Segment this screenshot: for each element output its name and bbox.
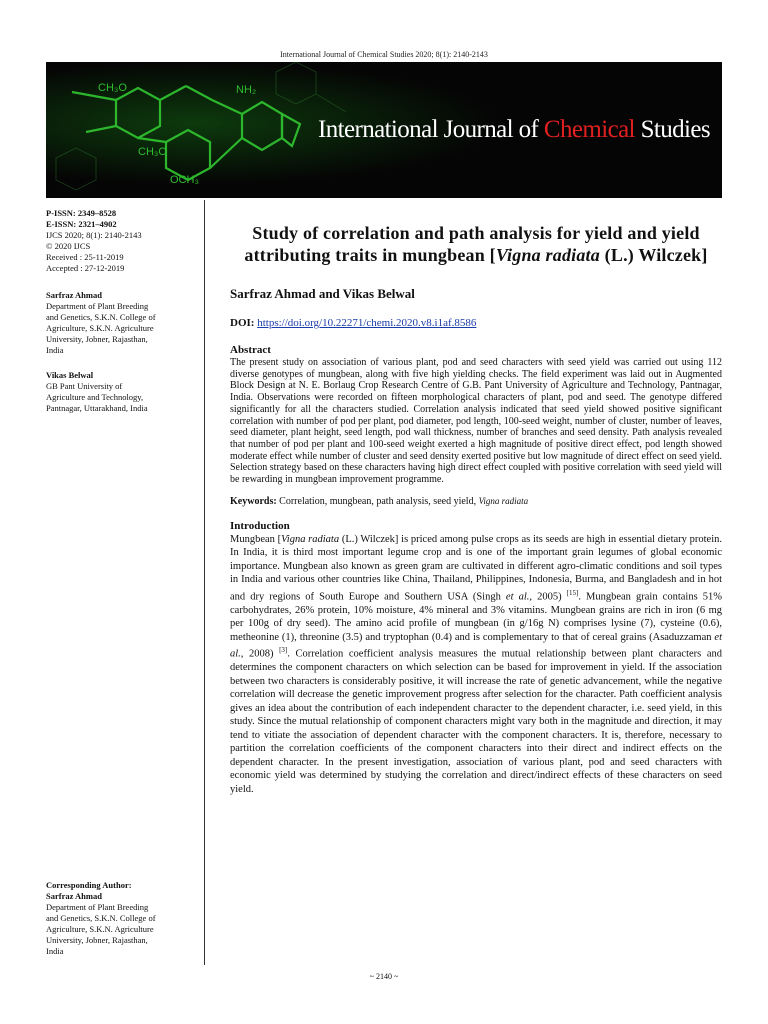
p-issn: P-ISSN: 2349–8528 [46, 208, 117, 218]
journal-title-accent: Chemical [543, 116, 635, 143]
citation-ref: [15] [566, 588, 579, 597]
corresponding-name: Sarfraz Ahmad [46, 891, 102, 901]
affiliation-line: Agriculture and Technology, [46, 392, 144, 402]
affiliation-line: and Genetics, S.K.N. College of [46, 312, 156, 322]
abstract-heading: Abstract [230, 344, 271, 356]
affiliation-line: Department of Plant Breeding [46, 301, 149, 311]
title-text-end: (L.) Wilczek] [599, 245, 708, 265]
intro-etal: et al. [230, 631, 722, 660]
introduction-heading: Introduction [230, 519, 290, 532]
running-head: International Journal of Chemical Studies 2020; 8(1): 2140-2143 [280, 50, 488, 59]
keywords-text: Correlation, mungbean, path analysis, seed yield, [276, 495, 479, 507]
column-divider [204, 200, 205, 965]
formula-label: CH₃O [98, 82, 127, 94]
e-issn: E-ISSN: 2321–4902 [46, 219, 117, 229]
formula-label: NH₂ [236, 84, 257, 96]
corresponding-label: Corresponding Author: [46, 880, 132, 890]
keywords-label: Keywords: [230, 495, 277, 507]
title-text: Study of correlation and path analysis for yield and yield attributing traits in mungbean [ [244, 223, 700, 265]
journal-title-prefix: International Journal of [318, 116, 544, 143]
abstract-text: The present study on association of various plant, pod and seed characters with seed yield was carried out using 112 diverse genotypes of mungbean, along with five high yielding checks. The field experiment was laid out in Augmented Block Design at N. E. Borlaug Crop Research Centre of G.B. Pant University of Agriculture and Technology, Pantnagar, India. Observations were recorded on fifteen morphological characters of plant, pod and seed. The genotype differed significantly for all the characters studied. Correlation analysis indicated that seed yield showed positive significant correlation with number of pod per plant, pod diameter, pod length, 100-seed weight, number of cluster, number of leaves, seed diameter, plant height, seed length, pod wall thickness, number of branches and seed density. Path analysis revealed that number of pod per plant and 100-seed weight exerted a high magnitude of positive direct effect, pod length showed moderate effect while number of cluster and seed density exerted positive but low magnitude of direct effect on seed yield. Selection strategy based on these characters having high direct effect coupled with positive correlation with seed yield will be rewarding in mungbean improvement programme. [230, 357, 722, 486]
citation-info: IJCS 2020; 8(1): 2140-2143 [46, 230, 142, 240]
article-authors: Sarfraz Ahmad and Vikas Belwal [230, 286, 415, 301]
introduction-text [230, 533, 722, 797]
author-name: Vikas Belwal [46, 370, 94, 380]
citation-ref: [3] [279, 646, 288, 655]
affiliation-line: Pantnagar, Uttarakhand, India [46, 403, 148, 413]
corresponding-author [46, 880, 196, 957]
affiliation-line: Agriculture, S.K.N. Agriculture [46, 924, 154, 934]
affiliation-line: University, Jobner, Rajasthan, [46, 935, 148, 945]
affiliation-line: University, Jobner, Rajasthan, [46, 334, 148, 344]
affiliation-line: GB Pant University of [46, 381, 123, 391]
doi-label: DOI: [230, 317, 255, 329]
intro-text: . Correlation coefficient analysis measures the mutual relationship between plant characters and determines the component characters on which selection can be based for improvement in yield. If the association between two characters is considerably positive, it will increase the rate of genetic advancement, while the negative correlation will decrease the genetic improvement progress after selection for the character. Path coefficient analysis gives an idea about the contribution of each independent character to the dependent character, i.e. seed yield, in this study. Since the mutual relationship of component characters might vary both in the magnitude and direction, it may tend to vitiate the association of dependent character with the component characters. It is, therefore, necessary to partition the correlation coefficients of the component characters into their direct and indirect effects on the dependent character. In the present investigation, association of various plant, pod and seed characters with economic yield was determined by studying the correlation and direct/indirect effects of these characters on seed yield. [230, 648, 722, 795]
intro-text: , 2008) [240, 648, 280, 660]
affiliation-line: India [46, 345, 64, 355]
doi-link[interactable]: https://doi.org/10.22271/chemi.2020.v8.i1af.8586 [257, 317, 477, 329]
author-name: Sarfraz Ahmad [46, 290, 102, 300]
affiliation-line: and Genetics, S.K.N. College of [46, 913, 156, 923]
intro-text: . Mungbean grain contains 51% carbohydrates, 26% protein, 10% moisture, 4% mineral and 3% vitamins. Mungbean grains are rich in iron (6 mg per 100g of dry seed). The amino acid profile of mungbean (in g/16g N) comprises lysine (7), cysteine (0.6), metheonine (1), threonine (3.5) and tryptophan (0.4) and is complementary to that of cereal grains (Asaduzzaman [230, 591, 722, 643]
copyright: © 2020 IJCS [46, 241, 91, 251]
keywords-line [230, 496, 722, 507]
title-species: Vigna radiata [495, 245, 600, 265]
intro-text: , 2005) [529, 591, 567, 603]
doi-line [230, 317, 722, 329]
journal-title [318, 116, 710, 144]
intro-text: (L.) Wilczek] is priced among pulse crops as its seeds are high in essential dietary protein. In India, it is third most important legume crop and is one of the important grain legumes of global economic importance. Mungbean also known as green gram are cultivated in different agro-climatic conditions and soil types in India and various other countries like China, Thailand, Philippines, Indonesia, Burma, and Bangladesh and in hot and dry regions of South Europe and Southern USA (Singh [230, 533, 723, 603]
article-body [230, 222, 722, 796]
affiliation-line: India [46, 946, 64, 956]
formula-label: CH₃O [138, 146, 167, 158]
author1-affiliation [46, 290, 196, 356]
accepted-date: Accepted : 27-12-2019 [46, 263, 125, 273]
journal-title-suffix: Studies [634, 116, 710, 143]
intro-etal: et al. [505, 591, 530, 603]
keywords-species: Vigna radiata [478, 495, 529, 506]
article-title [230, 222, 722, 266]
affiliation-line: Department of Plant Breeding [46, 902, 149, 912]
sidebar [46, 208, 196, 423]
page-number: ~ 2140 ~ [369, 972, 399, 981]
formula-label: OCH₃ [170, 174, 199, 186]
received-date: Received : 25-11-2019 [46, 252, 124, 262]
author2-affiliation [46, 370, 196, 414]
affiliation-line: Agriculture, S.K.N. Agriculture [46, 323, 154, 333]
issn-block [46, 208, 196, 274]
intro-species: Vigna radiata [281, 533, 340, 545]
intro-text: Mungbean [ [230, 533, 282, 545]
